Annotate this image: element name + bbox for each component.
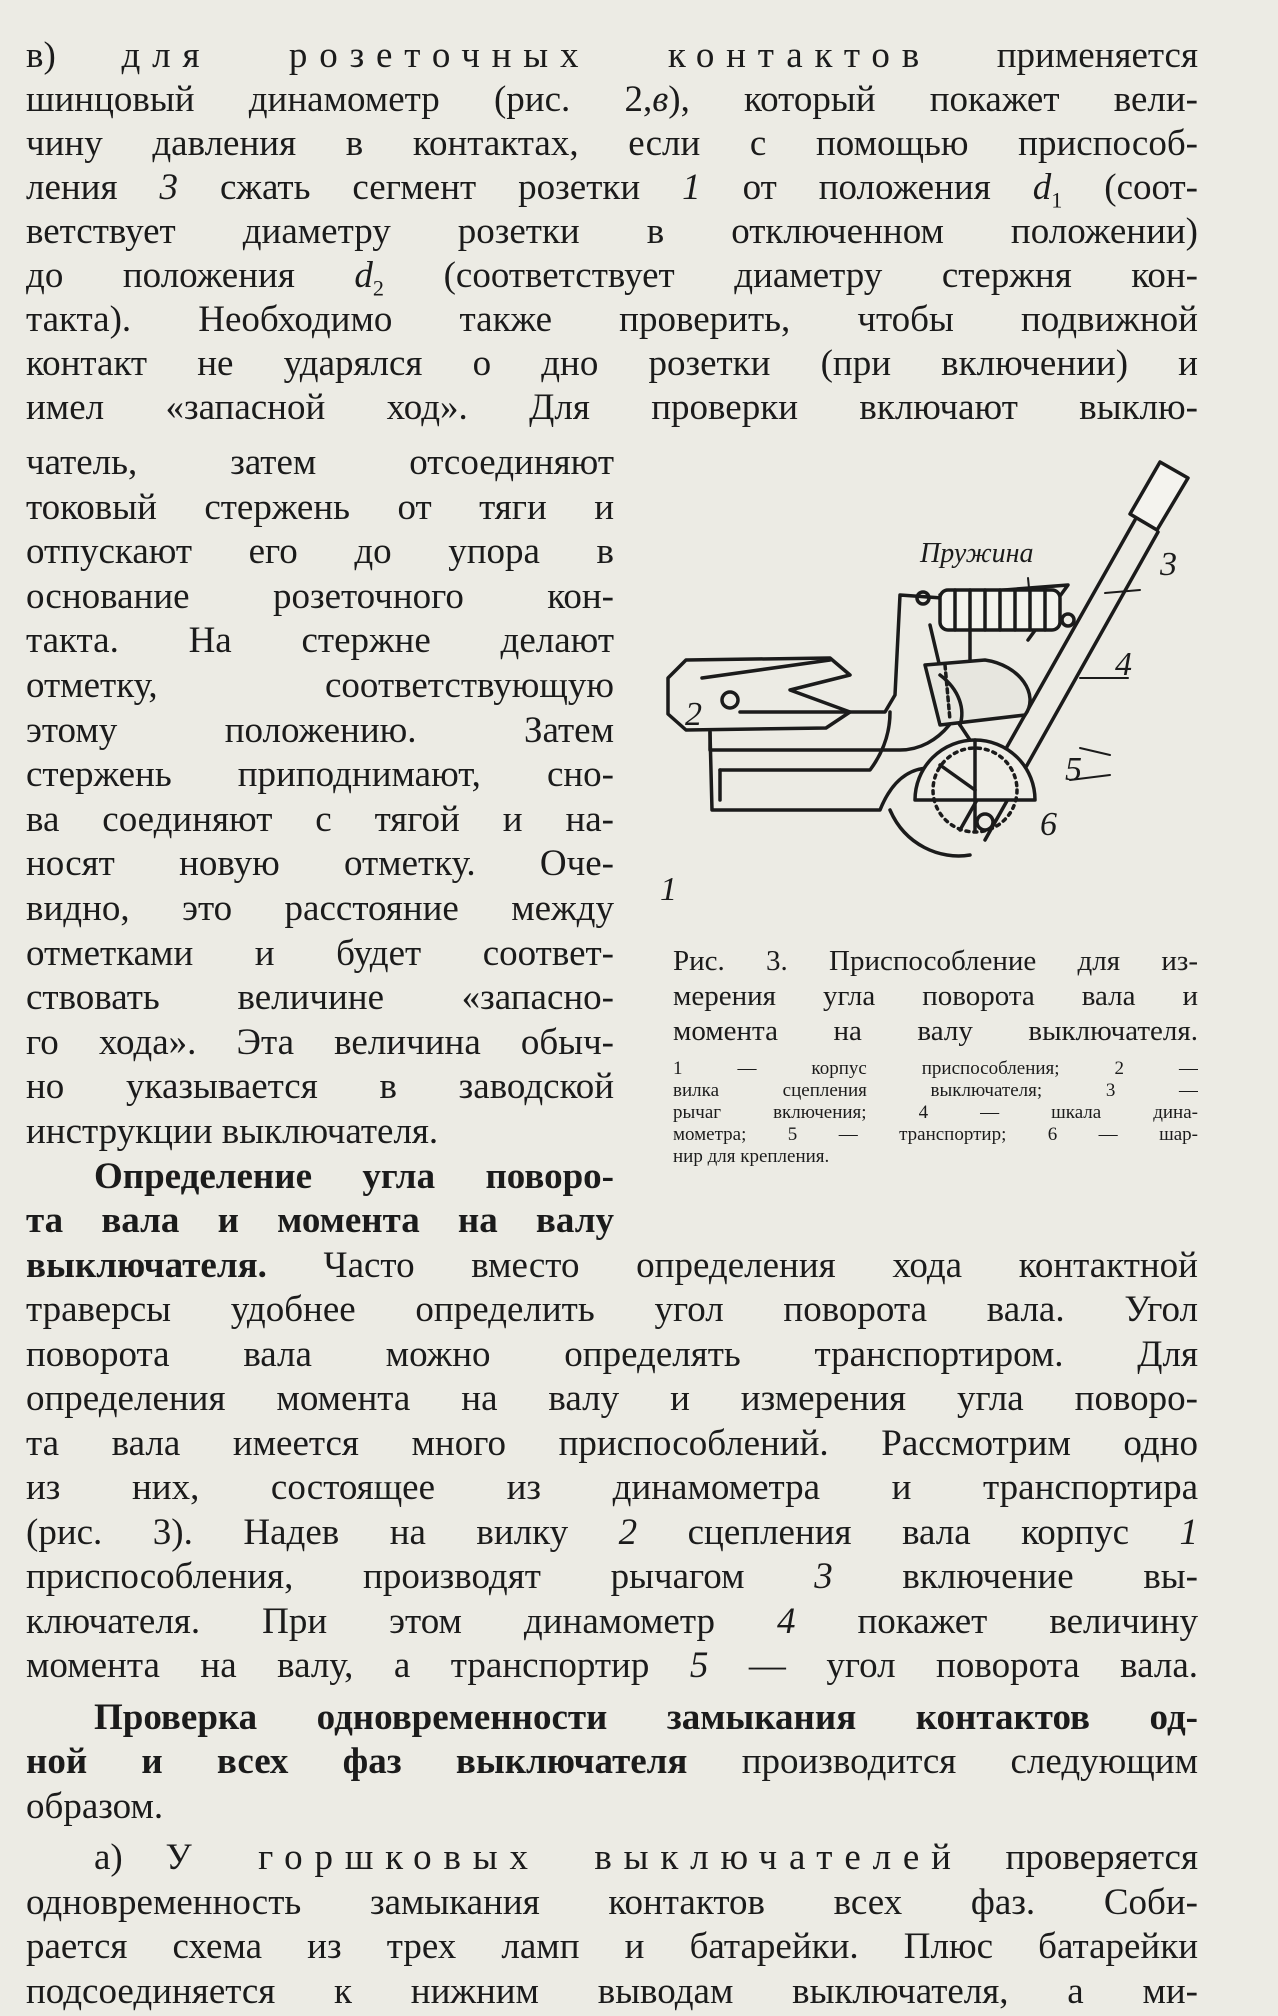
text-segment: 5: [689, 1645, 709, 1686]
text-segment: рается схема из трех ламп и батарейки. Плюс батарейки: [26, 1926, 1198, 1967]
text-segment: носят новую отметку. Оче-: [26, 843, 614, 884]
text-segment: проверяется: [962, 1837, 1198, 1878]
text-segment: шинцовый динамометр (рис. 2,: [26, 79, 653, 120]
label-4: 4: [1115, 646, 1132, 683]
label-1: 1: [660, 871, 677, 908]
text-segment: го хода». Эта величина обыч-: [26, 1022, 614, 1063]
text-segment: выключателя.: [26, 1245, 267, 1286]
text-segment: покажет величину: [795, 1601, 1198, 1642]
text-line: [26, 887, 614, 931]
text-segment: одновременность замыкания контактов всех фаз. Соби-: [26, 1882, 1198, 1923]
text-segment: такта. На стержне делают: [26, 620, 614, 661]
text-line: [26, 1244, 1198, 1288]
text-line: [26, 530, 614, 574]
text-segment: ветствует диаметру розетки в отключенном положении): [26, 211, 1198, 252]
text-line: [26, 254, 1198, 298]
text-segment: 1: [1051, 187, 1063, 210]
text-segment: (соответствует диаметру стержня кон-: [384, 255, 1198, 296]
text-line: [26, 1785, 1198, 1829]
text-line: [26, 932, 614, 976]
text-segment: (соот-: [1062, 167, 1198, 208]
text-segment: (рис. 3). Надев на вилку: [26, 1512, 619, 1553]
text-line: [26, 709, 614, 753]
text-segment: контакт не ударялся о дно розетки (при включении) и: [26, 343, 1198, 384]
text-line: [26, 1333, 1198, 1377]
text-segment: 3: [159, 167, 178, 208]
text-segment: до положения: [26, 255, 355, 296]
text-segment: Часто вместо определения хода контактной: [266, 1245, 1198, 1286]
spring: [917, 590, 1074, 630]
text-segment: для розеточных контактов: [121, 35, 932, 76]
text-segment: ствовать величине «запасно-: [26, 977, 614, 1018]
text-segment: d: [1032, 167, 1052, 208]
text-segment: инструкции выключателя.: [26, 1111, 439, 1152]
text-segment: подсоединяется к нижним выводам выключателя, а ми-: [26, 1971, 1198, 2012]
text-segment: определения момента на валу и измерения угла поворо-: [26, 1378, 1198, 1419]
text-line: [26, 1555, 1198, 1599]
text-line: [26, 1199, 614, 1243]
text-line: [26, 753, 614, 797]
text-line: [26, 842, 614, 886]
text-line: [26, 664, 614, 708]
caption-title-line: момента на валу выключателя.: [673, 1015, 1198, 1047]
text-segment: производится следующим: [687, 1741, 1198, 1782]
text-segment: d: [354, 255, 373, 296]
text-segment: применяется: [931, 35, 1198, 76]
text-line: [94, 1836, 1198, 1880]
text-line: [26, 1881, 1198, 1925]
text-segment: ), который покажет вели-: [668, 79, 1198, 120]
text-segment: приспособления, производят рычагом: [26, 1556, 815, 1597]
caption-legend-line: вилка сцепления выключателя; 3 —: [673, 1080, 1198, 1101]
text-segment: та вала и момента на валу: [26, 1200, 614, 1241]
text-segment: образом.: [26, 1786, 164, 1827]
text-line: [26, 1970, 1198, 2016]
text-line: [26, 976, 614, 1020]
spring-label: Пружина: [920, 538, 1034, 569]
text-line: [26, 342, 1198, 386]
figure-device: [640, 450, 1220, 930]
text-line: [26, 1377, 1198, 1421]
text-segment: 1: [1179, 1512, 1198, 1553]
caption-title-line: Рис. 3. Приспособление для из-: [673, 945, 1198, 977]
label-3: 3: [1160, 546, 1177, 583]
text-segment: 2: [372, 275, 385, 298]
text-segment: — угол поворота вала.: [708, 1645, 1198, 1686]
text-segment: но указывается в заводской: [26, 1066, 614, 1107]
text-segment: включение вы-: [832, 1556, 1198, 1597]
text-line: [26, 1065, 614, 1109]
text-line: [26, 486, 614, 530]
text-segment: ва соединяют с тягой и на-: [26, 799, 614, 840]
text-line: [94, 1696, 1198, 1740]
caption-legend-line: нир для крепления.: [673, 1146, 830, 1167]
text-line: [26, 34, 1198, 78]
text-segment: ключателя. При этом динамометр: [26, 1601, 777, 1642]
text-line: [26, 619, 614, 663]
text-segment: от положения: [700, 167, 1033, 208]
label-5: 5: [1065, 751, 1082, 788]
caption-title-line: мерения угла поворота вала и: [673, 980, 1198, 1012]
text-line: [26, 386, 1198, 430]
text-segment: в): [26, 35, 122, 76]
text-line: [26, 1740, 1198, 1784]
text-segment: сжать сегмент розетки: [177, 167, 683, 208]
text-line: [26, 575, 614, 619]
text-line: [26, 1511, 1198, 1555]
caption-legend-line: 1 — корпус приспособления; 2 —: [673, 1058, 1198, 1079]
text-segment: траверсы удобнее определить угол поворота вала. Угол: [26, 1289, 1198, 1330]
hinge-6: [977, 814, 993, 830]
text-line: [94, 1155, 614, 1199]
text-segment: токовый стержень от тяги и: [26, 487, 614, 528]
text-segment: 2: [618, 1512, 638, 1553]
text-segment: стержень приподнимают, сно-: [26, 754, 614, 795]
text-segment: имел «запасной ход». Для проверки включают выклю-: [26, 387, 1198, 428]
label-2: 2: [685, 696, 702, 733]
caption-legend-line: рычаг включения; 4 — шкала дина-: [673, 1102, 1198, 1123]
text-segment: этому положению. Затем: [26, 710, 614, 751]
text-line: [26, 1110, 614, 1154]
text-segment: такта). Необходимо также проверить, чтобы подвижной: [26, 299, 1198, 340]
text-segment: чатель, затем отсоединяют: [26, 442, 614, 483]
text-line: [26, 210, 1198, 254]
text-line: [26, 1644, 1198, 1688]
text-line: [26, 1422, 1198, 1466]
text-segment: отпускают его до упора в: [26, 531, 614, 572]
text-segment: 3: [814, 1556, 833, 1597]
text-line: [26, 1288, 1198, 1332]
text-segment: У горшковых выключателей: [165, 1837, 963, 1878]
text-line: [26, 1925, 1198, 1969]
text-line: [26, 298, 1198, 342]
text-line: [26, 1466, 1198, 1510]
text-segment: ления: [26, 167, 160, 208]
label-6: 6: [1040, 806, 1057, 843]
text-segment: Проверка одновременности замыкания контактов од-: [94, 1697, 1198, 1738]
text-line: [26, 78, 1198, 122]
text-segment: Определение угла поворо-: [94, 1156, 614, 1197]
text-segment: а): [94, 1837, 166, 1878]
text-line: [26, 798, 614, 842]
text-line: [26, 1600, 1198, 1644]
text-segment: из них, состоящее из динамометра и транспортира: [26, 1467, 1198, 1508]
text-segment: видно, это расстояние между: [26, 888, 614, 929]
text-segment: момента на валу, а транспортир: [26, 1645, 690, 1686]
text-segment: отметками и будет соответ-: [26, 933, 614, 974]
text-segment: в: [652, 79, 669, 120]
text-segment: ной и всех фаз выключателя: [26, 1741, 688, 1782]
text-segment: сцепления вала корпус: [637, 1512, 1180, 1553]
text-segment: отметку, соответствующую: [26, 665, 614, 706]
text-segment: поворота вала можно определять транспортиром. Для: [26, 1334, 1198, 1375]
text-segment: основание розеточного кон-: [26, 576, 614, 617]
text-line: [26, 166, 1198, 210]
text-segment: 4: [776, 1601, 796, 1642]
text-line: [26, 1021, 614, 1065]
text-segment: та вала имеется много приспособлений. Рассмотрим одно: [26, 1423, 1198, 1464]
text-segment: 1: [682, 167, 701, 208]
dynamometer-scale-4: [925, 660, 1030, 725]
text-line: [26, 122, 1198, 166]
text-segment: чину давления в контактах, если с помощью приспособ-: [26, 123, 1198, 164]
protractor-5: [915, 740, 1035, 832]
caption-legend-line: мометра; 5 — транспортир; 6 — шар-: [673, 1124, 1198, 1145]
text-line: [26, 441, 614, 485]
